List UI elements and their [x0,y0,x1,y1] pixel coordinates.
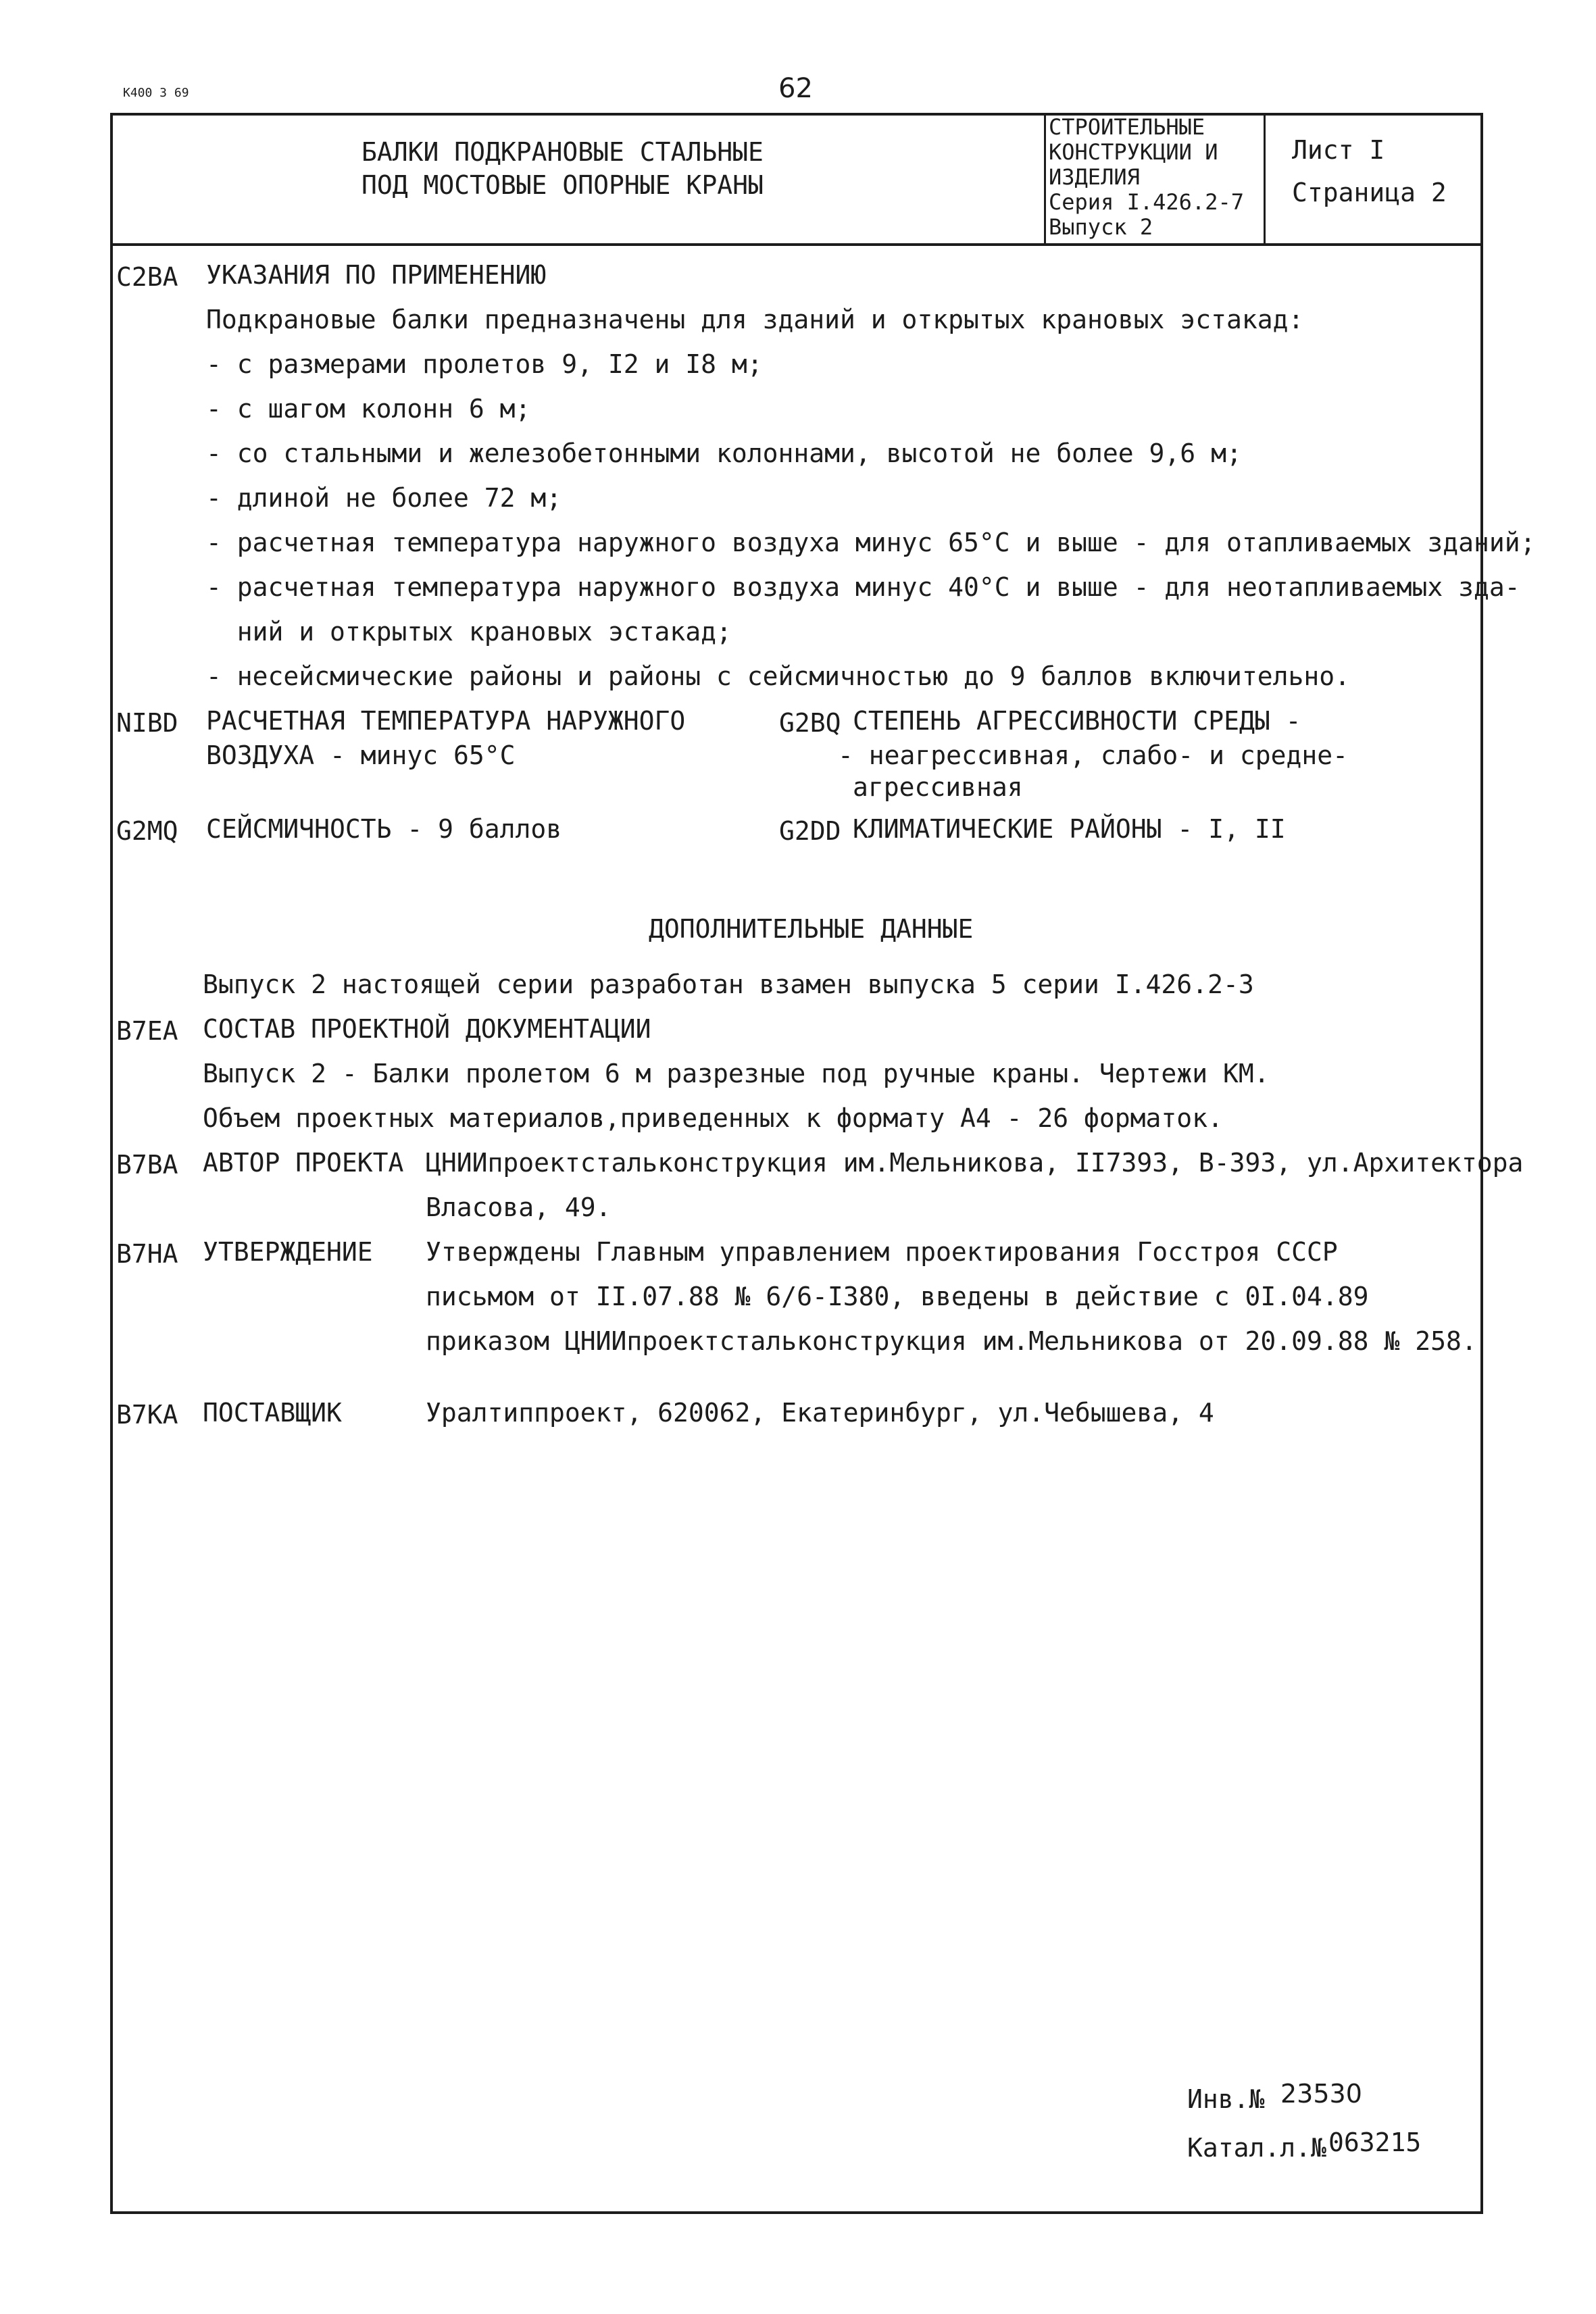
approval-code: B7HA [116,1239,178,1269]
temp-line1: РАСЧЕТНАЯ ТЕМПЕРАТУРА НАРУЖНОГО [206,706,686,736]
usage-item: - со стальными и железобетонными колоннами, высотой не более 9,6 м; [206,438,1242,468]
aggr-line2: - неагрессивная, слабо- и средне- [838,740,1348,770]
clim-code: G2DD [779,816,841,846]
usage-item: - с размерами пролетов 9, I2 и I8 м; [206,349,763,379]
sheet-number: Лист I [1292,135,1385,165]
supplier-label: ПОСТАВЩИК [203,1398,342,1428]
author-line1: ЦНИИпроектстальконструкция им.Мельникова, II7393, В-393, ул.Архитектора [426,1148,1524,1178]
composition-line1: Выпуск 2 - Балки пролетом 6 м разрезные под ручные краны. Чертежи КМ. [203,1059,1270,1088]
series-line: Серия I.426.2-7 [1049,189,1244,215]
usage-item: - с шагом колонн 6 м; [206,394,531,424]
inventory-number: 23530 [1280,2079,1362,2109]
header-divider [110,243,1483,246]
header-col-divider-2 [1264,113,1266,245]
usage-item: ний и открытых крановых эстакад; [206,617,732,647]
author-line2: Власова, 49. [426,1192,612,1222]
temp-line2: ВОЗДУХА - минус 65°С [206,740,516,770]
document-title-line1: БАЛКИ ПОДКРАНОВЫЕ СТАЛЬНЫЕ [361,137,764,167]
page-label: Страница 2 [1292,178,1447,207]
approval-line2: письмом от II.07.88 № 6/6-I380, введены в действие с 0I.04.89 [426,1282,1369,1311]
catalog-number: 063215 [1328,2128,1422,2157]
supplier-text: Уралтиппроект, 620062, Екатеринбург, ул.Чебышева, 4 [426,1398,1214,1428]
temp-code: NIBD [116,708,178,738]
usage-item: - расчетная температура наружного воздуха минус 40°C и выше - для неотапливаемых зда- [206,572,1520,602]
inventory-label: Инв.№ [1187,2084,1265,2114]
composition-code: B7EA [116,1016,178,1046]
usage-heading: УКАЗАНИЯ ПО ПРИМЕНЕНИЮ [206,260,547,290]
aggr-line3: агрессивная [853,772,1023,802]
seis-text: СЕЙСМИЧНОСТЬ - 9 баллов [206,814,562,844]
composition-heading: СОСТАВ ПРОЕКТНОЙ ДОКУМЕНТАЦИИ [203,1014,651,1044]
clim-text: КЛИМАТИЧЕСКИЕ РАЙОНЫ - I, II [853,814,1286,844]
aggr-code: G2BQ [779,708,841,738]
form-code: К400 3 69 [123,86,189,100]
header-col-divider-1 [1044,113,1046,245]
usage-item: - несейсмические районы и районы с сейсмичностью до 9 баллов включительно. [206,661,1350,691]
replacement-note: Выпуск 2 настоящей серии разработан взамен выпуска 5 серии I.426.2-3 [203,970,1254,999]
issue-line: Выпуск 2 [1049,214,1153,240]
usage-item: - длиной не более 72 м; [206,483,562,513]
aggr-line1: СТЕПЕНЬ АГРЕССИВНОСТИ СРЕДЫ - [853,706,1301,736]
document-title-line2: ПОД МОСТОВЫЕ ОПОРНЫЕ КРАНЫ [361,170,764,200]
approval-line1: Утверждены Главным управлением проектирования Госстроя СССР [426,1237,1338,1267]
usage-item: - расчетная температура наружного воздуха минус 65°C и выше - для отапливаемых зданий; [206,528,1536,557]
supplier-code: B7KA [116,1400,178,1430]
composition-line2: Объем проектных материалов,приведенных к формату А4 - 26 форматок. [203,1103,1223,1133]
author-code: B7BA [116,1150,178,1180]
category-block [1049,115,1244,240]
usage-code: C2BA [116,262,178,292]
seis-code: G2MQ [116,816,178,846]
category-line: КОНСТРУКЦИИ И [1049,139,1218,165]
additional-heading: ДОПОЛНИТЕЛЬНЫЕ ДАННЫЕ [649,914,974,944]
approval-line3: приказом ЦНИИпроектстальконструкция им.Мельникова от 20.09.88 № 258. [426,1326,1477,1356]
catalog-label: Катал.л.№ [1187,2133,1326,2163]
author-label: АВТОР ПРОЕКТА [203,1148,404,1178]
page-number: 62 [778,73,813,104]
category-line: СТРОИТЕЛЬНЫЕ [1049,114,1205,140]
approval-label: УТВЕРЖДЕНИЕ [203,1237,373,1267]
category-line: ИЗДЕЛИЯ [1049,164,1140,190]
usage-intro: Подкрановые балки предназначены для зданий и открытых крановых эстакад: [206,305,1304,334]
